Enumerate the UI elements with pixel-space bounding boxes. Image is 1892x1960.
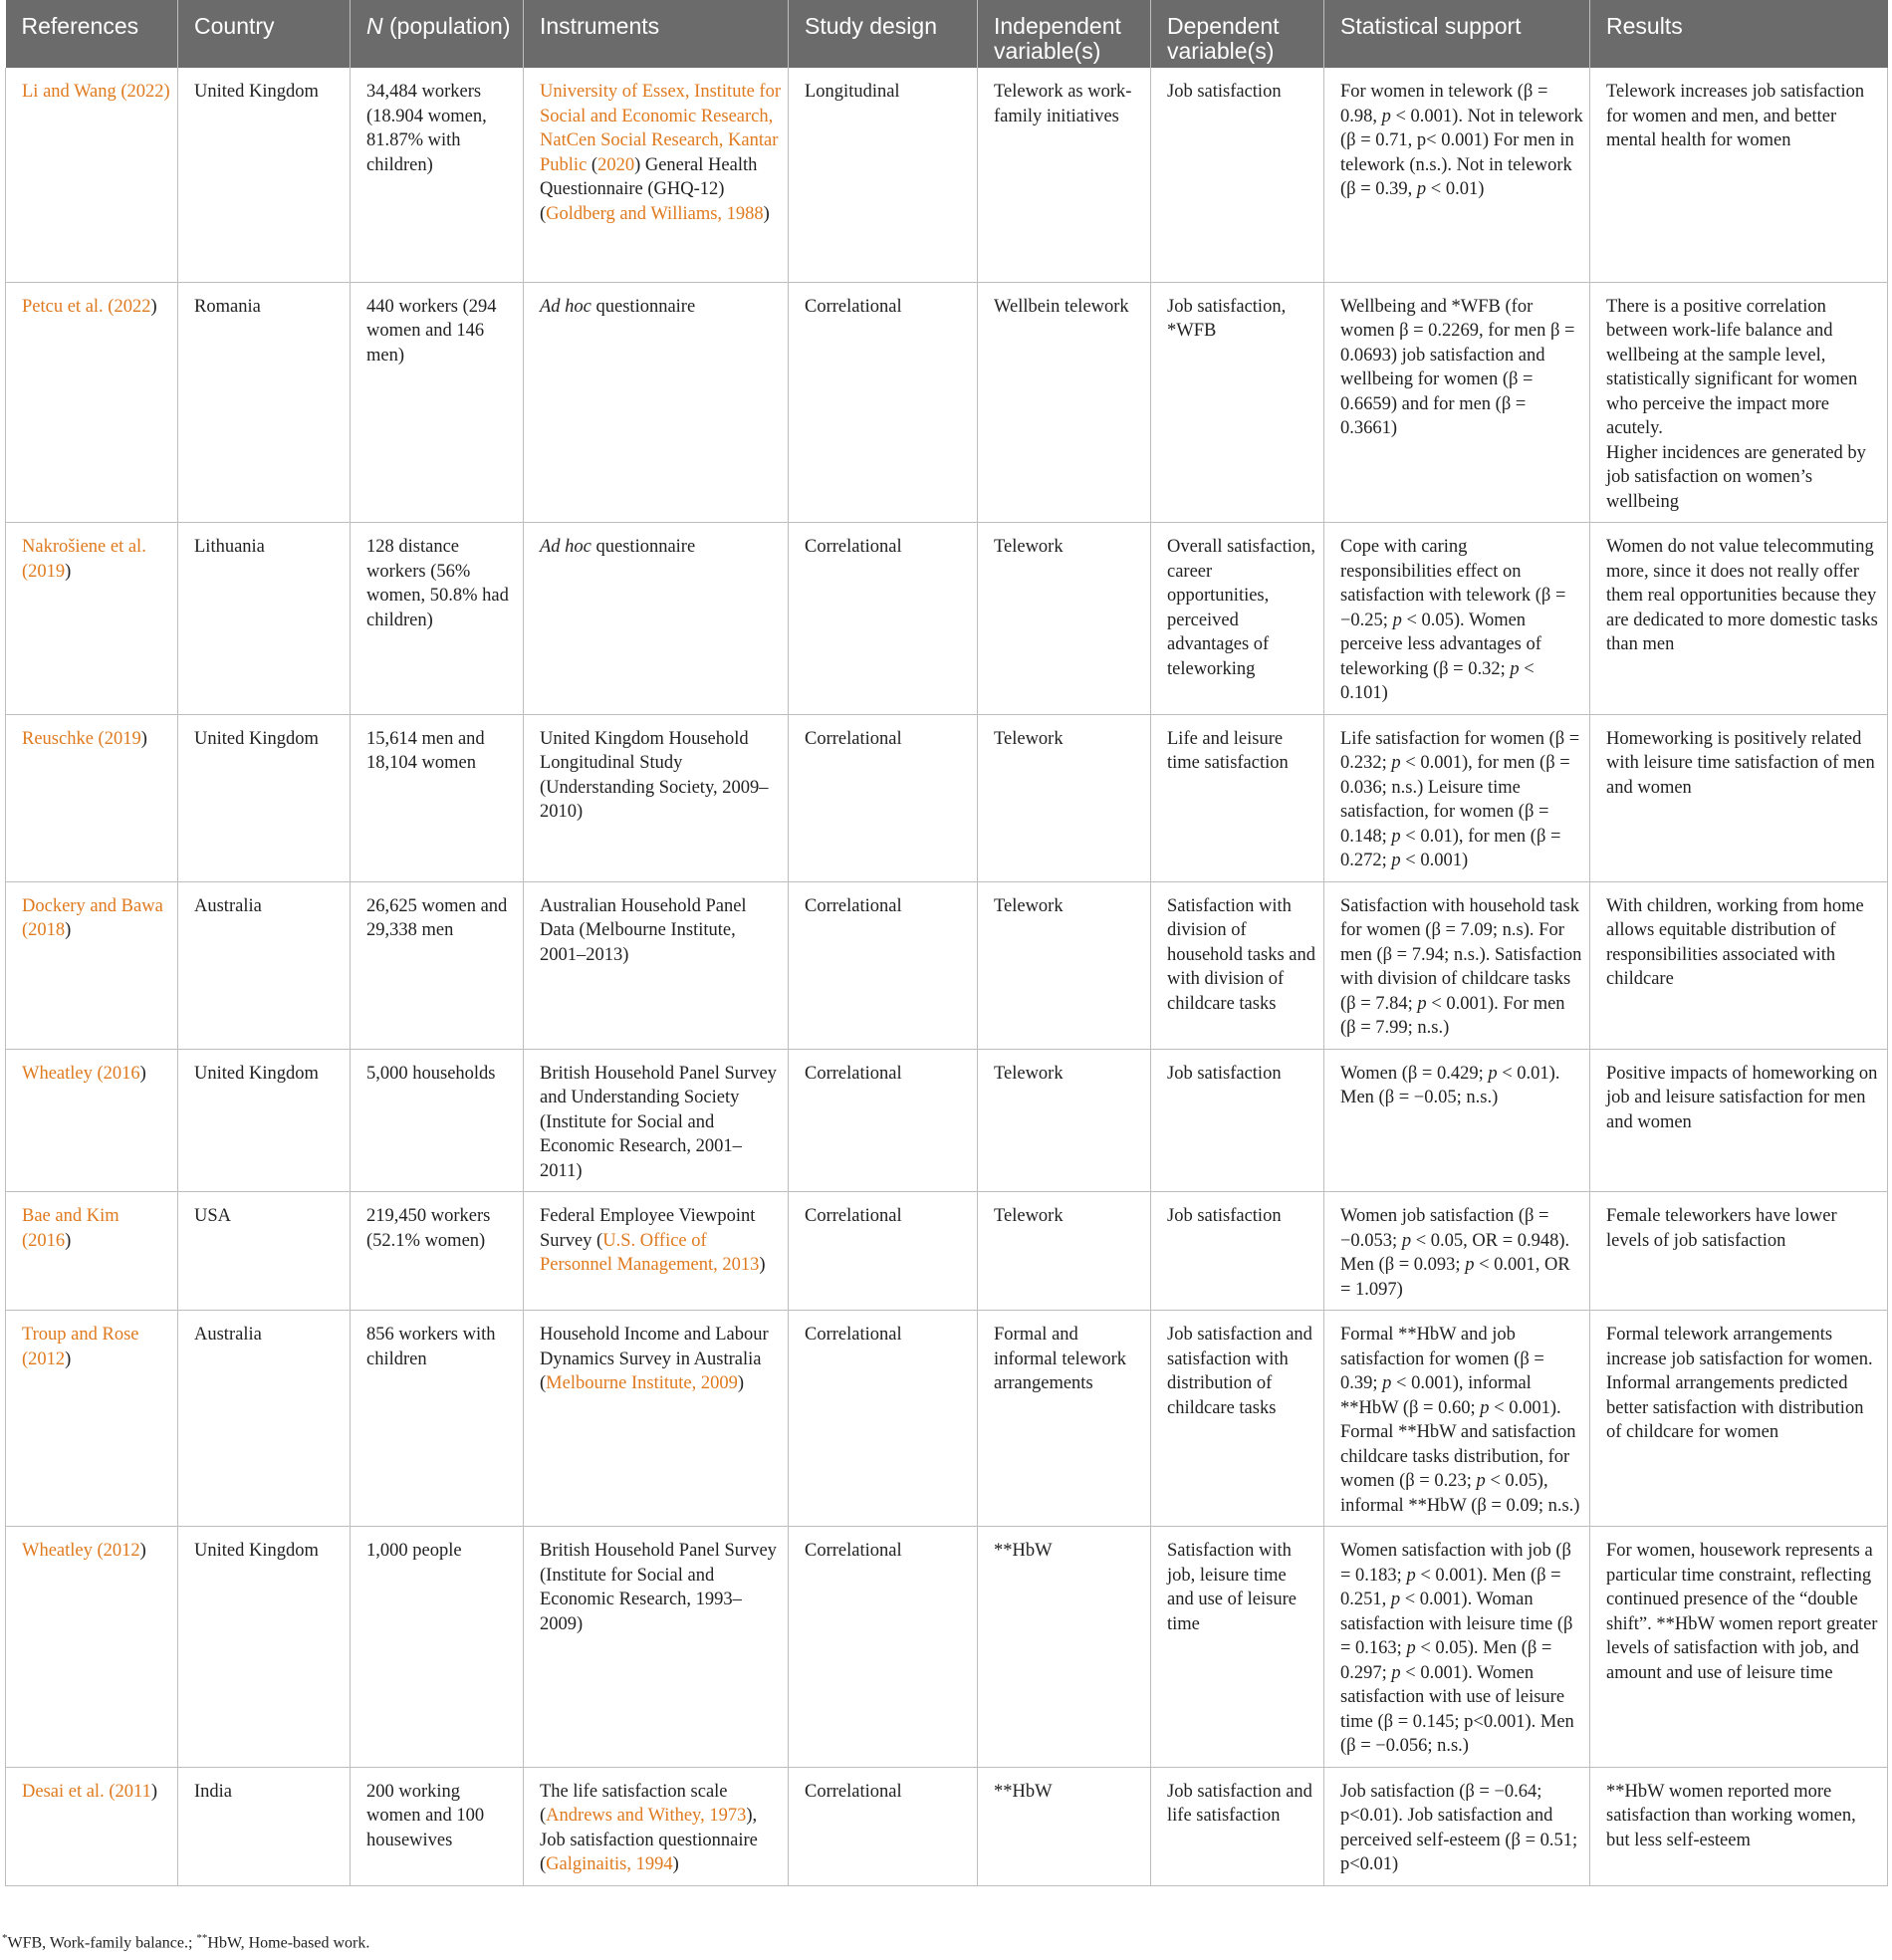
cell-statistical-support [1324,68,1590,282]
cell-text: < 0.001). Woman satisfaction with leisure time (β = 0.163; [1340,1590,1573,1658]
cell-text: p [1391,826,1401,847]
column-header-results [1590,0,1888,68]
citation-link[interactable]: 2022 [126,82,164,102]
cell-text: Women satisfaction with job (β = 0.183; [1340,1541,1571,1586]
citation-link[interactable]: Desai et al. ( [22,1781,116,1802]
cell-text: p [1406,1638,1416,1658]
header-text: Statistical support [1340,13,1522,39]
cell-text: United Kingdom [194,1063,319,1084]
cell-references [6,282,178,523]
cell-n-population [351,1192,524,1311]
cell-references [6,523,178,715]
cell-text: p [1391,851,1401,870]
cell-text: < 0.05). Men (β = 0.297; [1340,1638,1552,1683]
cell-independent-variables [978,1311,1151,1527]
cell-dependent-variables [1151,881,1324,1049]
cell-text: < 0.01), for men (β = 0.272; [1340,826,1561,870]
cell-country [178,1192,351,1311]
cell-text: Correlational [805,1781,902,1802]
table-row [6,68,1888,282]
cell-text: British Household Panel Survey (Institute for Social and Economic Research, 1993–2009) [540,1541,777,1634]
table-row [6,1049,1888,1192]
cell-text: < 0.001). For men (β = 7.99; n.s.) [1340,993,1565,1038]
cell-text: **HbW [994,1781,1053,1802]
cell-text: 1,000 people [366,1541,462,1561]
cell-text: Positive impacts of homeworking on job and leisure satisfaction for men and women [1606,1063,1878,1132]
citation-link[interactable]: University of Essex, Institute for Social and Economic Research, NatCen Social Research, Kantar Public [540,82,781,175]
citation-link[interactable]: ) [163,82,170,102]
cell-text: p [1417,993,1427,1014]
cell-text: Telework [994,895,1064,916]
cell-text: Australian Household Panel Data (Melbourne Institute, 2001–2013) [540,895,747,965]
cell-text: p [1488,1063,1498,1084]
cell-references [6,1049,178,1192]
cell-instruments [524,714,789,881]
column-header-country [178,0,351,68]
cell-independent-variables [978,1767,1151,1885]
cell-text: There is a positive correlation between work-life balance and wellbeing at the sample level, statistically significant for women who perceive the impact more acutely. [1606,296,1858,438]
cell-independent-variables [978,282,1151,523]
cell-text: Federal Employee Viewpoint Survey ( [540,1206,756,1251]
cell-text: Homeworking is positively related with leisure time satisfaction of men and women [1606,728,1875,798]
cell-text: ) [150,296,157,317]
cell-text: Australia [194,895,262,916]
cell-statistical-support [1324,1767,1590,1885]
cell-text: Telework as work-family initiatives [994,82,1132,126]
cell-text: Household Income and Labour Dynamics Survey in Australia ( [540,1325,769,1393]
cell-n-population [351,714,524,881]
cell-statistical-support [1324,1049,1590,1192]
cell-text: Cope with caring responsibilities effect on satisfaction with telework (β = −0.25; [1340,537,1566,630]
citation-link[interactable]: Andrews and Withey, 1973 [546,1806,747,1826]
citation-link[interactable]: 2011 [115,1781,151,1802]
citation-link[interactable]: 2019 [28,561,66,582]
header-text: Results [1606,13,1683,39]
cell-country [178,714,351,881]
cell-dependent-variables [1151,282,1324,523]
cell-instruments [524,1767,789,1885]
cell-n-population [351,523,524,715]
cell-country [178,1311,351,1527]
citation-link[interactable]: Reuschke ( [22,728,105,749]
cell-text: Telework increases job satisfaction for women and men, and better mental health for women [1606,82,1865,150]
cell-country [178,1049,351,1192]
table-row [6,881,1888,1049]
citation-link[interactable]: Nakrošiene et al. ( [22,537,146,582]
cell-n-population [351,1527,524,1768]
cell-text: ( [587,154,598,175]
cell-text: Job satisfaction (β = −0.64; p<0.01). Job satisfaction and perceived self-esteem (β = 0.51; p<0.01) [1340,1781,1578,1874]
cell-text: < 0.05), informal **HbW (β = 0.09; n.s.) [1340,1471,1580,1516]
cell-text: < 0.001). Formal **HbW and satisfaction childcare tasks distribution, for women (β = 0.23; [1340,1397,1576,1491]
cell-text: p [1480,1397,1490,1418]
cell-n-population [351,282,524,523]
results-table-container [5,0,1887,1886]
cell-text: ) [737,1373,745,1393]
column-header-independent-variables [978,0,1151,68]
cell-text: p [1392,610,1402,630]
cell-text: < 0.05). Women perceive less advantages of teleworking (β = 0.32; [1340,610,1541,679]
cell-independent-variables [978,1049,1151,1192]
citation-link[interactable]: Wheatley ( [22,1541,104,1561]
cell-results [1590,881,1888,1049]
cell-instruments [524,1311,789,1527]
cell-country [178,881,351,1049]
cell-text: < 0.05, OR = 0.948). Men (β = 0.093; [1340,1230,1570,1275]
cell-text: Higher incidences are generated by job satisfaction on women’s wellbeing [1606,442,1866,512]
cell-instruments [524,282,789,523]
cell-text: Women do not value telecommuting more, since it does not really offer them real opportunities because they are dedicated to more domestic tasks than men [1606,537,1878,654]
cell-dependent-variables [1151,1527,1324,1768]
cell-text: ) [140,728,147,749]
cell-study-design [789,881,978,1049]
cell-text: < 0.101) [1340,658,1535,703]
cell-text: < 0.001). Women satisfaction with use of leisure time (β = 0.145; p<0.001). Men (β = −0.056; n.s.) [1340,1662,1574,1756]
cell-study-design [789,1049,978,1192]
cell-text: p [1391,1662,1401,1683]
cell-text: Correlational [805,1063,902,1084]
cell-text: Telework [994,1063,1064,1084]
cell-results [1590,1767,1888,1885]
cell-independent-variables [978,68,1151,282]
header-text: Dependent variable(s) [1167,13,1280,64]
cell-text: For women, housework represents a particular time constraint, reflecting continued presence of the “double shift”. **HbW women report greater levels of satisfaction with job, and amount and use of leisure time [1606,1541,1878,1683]
cell-text: Wellbeing and *WFB (for women β = 0.2269, for men β = 0.0693) job satisfaction and wellbeing for women (β = 0.6659) and for men (β = 0.3661) [1340,296,1575,438]
citation-link[interactable]: 2020 [597,154,635,175]
cell-results [1590,714,1888,881]
cell-text: United Kingdom Household Longitudinal Study (Understanding Society, 2009–2010) [540,728,769,822]
citation-link[interactable]: U.S. Office of Personnel Management, 2013 [540,1230,760,1275]
cell-text: ) [139,1063,146,1084]
cell-text: questionnaire [591,537,696,557]
citation-link[interactable]: Goldberg and Williams, 1988 [546,203,764,224]
cell-text: With children, working from home allows equitable distribution of responsibilities associated with childcare [1606,895,1864,989]
cell-results [1590,1311,1888,1527]
citation-link[interactable]: Melbourne Institute, 2009 [546,1373,738,1393]
footnote-hbw: HbW, Home-based work. [207,1934,370,1952]
cell-dependent-variables [1151,1767,1324,1885]
cell-country [178,282,351,523]
column-header-dependent-variables [1151,0,1324,68]
cell-text: Telework [994,537,1064,557]
citation-link[interactable]: 2018 [28,920,66,940]
cell-text: 440 workers (294 women and 146 men) [366,296,497,366]
table-row [6,1192,1888,1311]
cell-text: < 0.001), informal **HbW (β = 0.60; [1340,1373,1532,1418]
cell-text: Life and leisure time satisfaction [1167,728,1289,773]
cell-country [178,68,351,282]
footnote-mark-hbw: ** [196,1932,208,1944]
citation-link[interactable]: Troup and Rose ( [22,1325,139,1369]
header-text: Instruments [540,13,660,39]
cell-text: ) [65,1348,72,1369]
citation-link[interactable]: 2016 [103,1063,140,1084]
cell-study-design [789,714,978,881]
citation-link[interactable]: 2016 [28,1230,66,1251]
cell-text: Women job satisfaction (β = −0.053; [1340,1206,1549,1251]
results-table [5,0,1888,1886]
cell-independent-variables [978,523,1151,715]
column-header-instruments [524,0,789,68]
cell-instruments [524,68,789,282]
cell-text: India [194,1781,233,1802]
table-body [6,68,1888,1885]
cell-dependent-variables [1151,68,1324,282]
cell-text: ) [65,561,72,582]
cell-country [178,523,351,715]
cell-text: British Household Panel Survey and Understanding Society (Institute for Social and Economic Research, 2001–2011) [540,1063,777,1181]
cell-statistical-support [1324,1192,1590,1311]
cell-text: ) [672,1854,679,1874]
cell-text: Correlational [805,296,902,317]
table-row [6,523,1888,715]
cell-text: < 0.001), for men (β = 0.036; n.s.) Leisure time satisfaction, for women (β = 0.148; [1340,753,1570,847]
cell-text: p [1401,1230,1412,1251]
cell-dependent-variables [1151,1192,1324,1311]
table-header [6,0,1888,68]
header-text: References [21,13,139,39]
cell-references [6,68,178,282]
cell-results [1590,1192,1888,1311]
cell-study-design [789,523,978,715]
cell-text: < 0.001). Men (β = 0.251, [1340,1565,1561,1609]
cell-study-design [789,1527,978,1768]
citation-link[interactable]: 2012 [28,1348,66,1369]
cell-results [1590,1049,1888,1192]
cell-text: USA [194,1206,232,1226]
cell-text: Ad hoc [540,296,591,317]
cell-text: ), Job satisfaction questionnaire ( [540,1806,758,1874]
cell-text: **HbW [994,1541,1053,1561]
cell-text: **HbW women reported more satisfaction than working women, but less self-esteem [1606,1781,1856,1850]
cell-independent-variables [978,714,1151,881]
cell-text: Correlational [805,728,902,749]
cell-text: Job satisfaction [1167,1206,1282,1226]
table-row [6,1767,1888,1885]
cell-references [6,1311,178,1527]
cell-text: Correlational [805,1206,902,1226]
cell-text: Job satisfaction, *WFB [1167,296,1287,341]
cell-text: ) [150,1781,157,1802]
citation-link[interactable]: 2022 [114,296,151,317]
cell-text: Life satisfaction for women (β = 0.232; [1340,728,1580,773]
cell-instruments [524,1192,789,1311]
cell-text: p [1476,1471,1486,1491]
cell-text: 219,450 workers (52.1% women) [366,1206,491,1251]
cell-text: Formal telework arrangements increase job satisfaction for women. Informal arrangements predicted better satisfaction with distribution of childcare for women [1606,1325,1873,1442]
citation-link[interactable]: Galginaitis, 1994 [546,1854,673,1874]
cell-study-design [789,1192,978,1311]
cell-text: < 0.01) [1426,179,1485,199]
cell-statistical-support [1324,714,1590,881]
cell-n-population [351,881,524,1049]
cell-text: Female teleworkers have lower levels of job satisfaction [1606,1206,1837,1251]
cell-text: ) [763,203,770,224]
citation-link[interactable]: Li and Wang ( [22,82,127,102]
cell-dependent-variables [1151,1311,1324,1527]
cell-text: Ad hoc [540,537,591,557]
cell-text: 26,625 women and 29,338 men [366,895,508,940]
cell-text: ) General Health Questionnaire (GHQ-12) ( [540,154,758,224]
cell-text: < 0.001) [1400,851,1469,870]
cell-independent-variables [978,1527,1151,1768]
cell-text: Job satisfaction and life satisfaction [1167,1781,1312,1826]
cell-study-design [789,282,978,523]
cell-n-population [351,1311,524,1527]
cell-statistical-support [1324,1311,1590,1527]
cell-country [178,1527,351,1768]
cell-text: p [1390,1590,1401,1609]
cell-text: p [1406,1565,1416,1586]
cell-text: Satisfaction with division of household tasks and with division of childcare tasks [1167,895,1316,1014]
cell-statistical-support [1324,282,1590,523]
cell-text: For women in telework (β = 0.98, [1340,82,1548,126]
cell-dependent-variables [1151,1049,1324,1192]
table-row [6,1527,1888,1768]
cell-statistical-support [1324,1527,1590,1768]
cell-text: Romania [194,296,261,317]
cell-dependent-variables [1151,523,1324,715]
cell-statistical-support [1324,881,1590,1049]
cell-text: ) [759,1255,766,1275]
cell-study-design [789,1311,978,1527]
footnote-mark-wfb: * [2,1932,8,1944]
cell-text: Job satisfaction [1167,82,1282,102]
cell-references [6,1192,178,1311]
table-row [6,714,1888,881]
cell-dependent-variables [1151,714,1324,881]
table-row [6,282,1888,523]
cell-text: United Kingdom [194,1541,319,1561]
cell-text: Satisfaction with household task for women (β = 7.09; n.s). For men (β = 7.94; n.s.). Satisfaction with division of childcare tasks (β = 7.84; [1340,895,1582,1014]
cell-instruments [524,523,789,715]
header-text: N [366,13,383,39]
cell-text: 128 distance workers (56% women, 50.8% had children) [366,537,509,630]
cell-text: Australia [194,1325,262,1345]
cell-results [1590,68,1888,282]
cell-text: Correlational [805,1541,902,1561]
table-row [6,1311,1888,1527]
cell-study-design [789,1767,978,1885]
footnote-wfb: WFB, Work-family balance.; [7,1934,197,1952]
cell-text: questionnaire [591,296,696,317]
citation-link[interactable]: Wheatley ( [22,1063,104,1084]
citation-link[interactable]: Petcu et al. ( [22,296,115,317]
cell-references [6,881,178,1049]
cell-results [1590,282,1888,523]
cell-text: 200 working women and 100 housewives [366,1781,485,1850]
cell-text: Correlational [805,895,902,916]
cell-references [6,714,178,881]
cell-instruments [524,1527,789,1768]
cell-country [178,1767,351,1885]
header-text: Independent variable(s) [994,13,1121,64]
cell-study-design [789,68,978,282]
cell-instruments [524,1049,789,1192]
cell-text: Lithuania [194,537,265,557]
cell-text: ) [65,920,72,940]
cell-statistical-support [1324,523,1590,715]
cell-text: < 0.01). Men (β = −0.05; n.s.) [1340,1063,1560,1107]
cell-text: p [1510,658,1520,679]
cell-text: Job satisfaction and satisfaction with distribution of childcare tasks [1167,1325,1312,1418]
citation-link[interactable]: 2012 [103,1541,140,1561]
cell-text: p [1391,753,1401,773]
cell-text: 34,484 workers (18.904 women, 81.87% with children) [366,82,487,175]
column-header-n-population [351,0,524,68]
header-text: Study design [805,13,937,39]
cell-results [1590,523,1888,715]
cell-text: Wellbein telework [994,296,1129,317]
cell-text: p [1381,106,1391,126]
cell-references [6,1767,178,1885]
cell-text: Women (β = 0.429; [1340,1063,1489,1084]
citation-link[interactable]: 2019 [104,728,141,749]
cell-text: Formal and informal telework arrangements [994,1325,1127,1393]
cell-instruments [524,881,789,1049]
cell-text: < 0.001, OR = 1.097) [1340,1255,1570,1300]
column-header-study-design [789,0,978,68]
cell-text: p [1382,1373,1392,1393]
cell-n-population [351,1767,524,1885]
cell-text: p [1465,1255,1475,1275]
header-text: Country [194,13,275,39]
cell-text: ) [139,1541,146,1561]
cell-text: Telework [994,728,1064,749]
cell-text: Longitudinal [805,82,900,102]
citation-link[interactable]: Dockery and Bawa ( [22,895,163,940]
cell-text: The life satisfaction scale ( [540,1781,728,1826]
cell-references [6,1527,178,1768]
cell-text: < 0.001). Not in telework (β = 0.71, p< 0.001) For men in telework (n.s.). Not in telework (β = 0.39, [1340,106,1583,199]
column-header-statistical-support [1324,0,1590,68]
cell-independent-variables [978,1192,1151,1311]
cell-text: Formal **HbW and job satisfaction for women (β = 0.39; [1340,1325,1544,1393]
cell-text: Correlational [805,1325,902,1345]
citation-link[interactable]: Bae and Kim ( [22,1206,119,1251]
cell-text: Job satisfaction [1167,1063,1282,1084]
cell-text: United Kingdom [194,82,319,102]
cell-text: 15,614 men and 18,104 women [366,728,485,773]
cell-text: United Kingdom [194,728,319,749]
cell-text: Correlational [805,537,902,557]
cell-n-population [351,1049,524,1192]
cell-text: ) [65,1230,72,1251]
cell-text: p [1416,179,1427,199]
cell-independent-variables [978,881,1151,1049]
header-text: (population) [382,13,511,39]
cell-text: 856 workers with children [366,1325,496,1369]
table-footnote [2,1932,369,1952]
cell-results [1590,1527,1888,1768]
cell-text: Overall satisfaction, career opportunities, perceived advantages of teleworking [1167,537,1315,679]
cell-text: Telework [994,1206,1064,1226]
cell-text: 5,000 households [366,1063,496,1084]
cell-n-population [351,68,524,282]
cell-text: Satisfaction with job, leisure time and use of leisure time [1167,1541,1297,1634]
column-header-references [6,0,178,68]
header-row [6,0,1888,68]
